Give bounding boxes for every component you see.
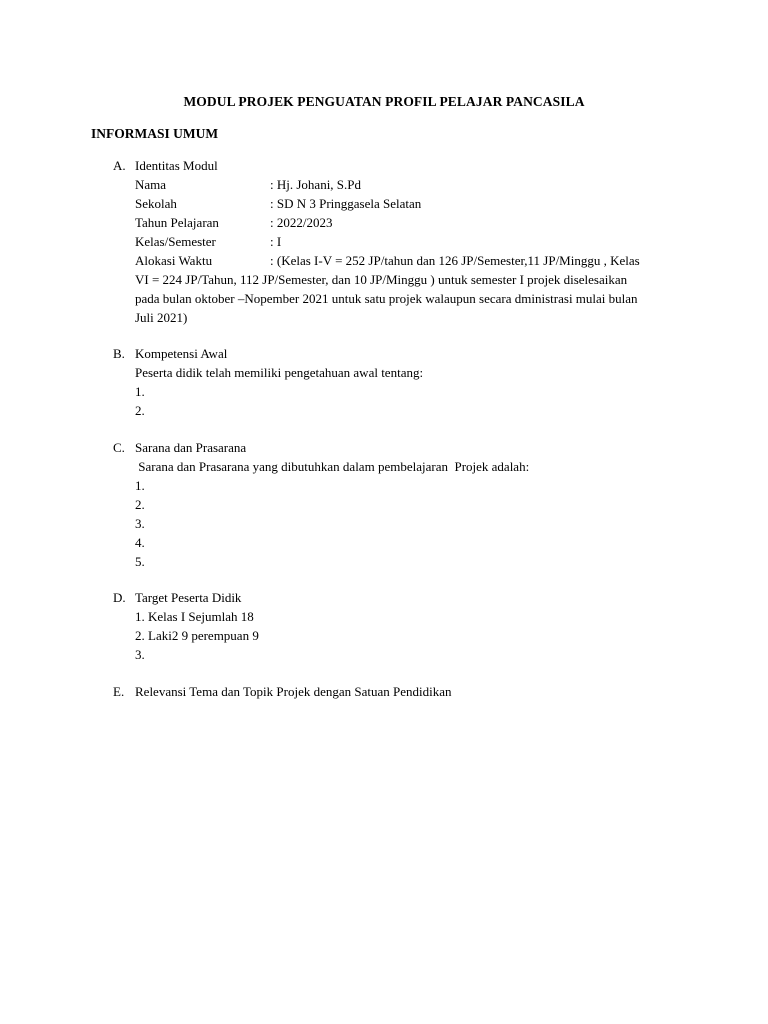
identity-value: : SD N 3 Pringgasela Selatan (270, 196, 422, 211)
list-item: 3. (135, 516, 145, 531)
list-item: 2. (135, 403, 145, 418)
list-item: 1. (135, 384, 145, 399)
list-item: 2. (135, 497, 145, 512)
identity-row-alokasi-waktu (135, 251, 675, 270)
identity-label: Tahun Pelajaran (135, 215, 219, 230)
identity-value: : Hj. Johani, S.Pd (270, 177, 362, 192)
section-a-heading (113, 156, 673, 175)
list-item: 2. Laki2 9 perempuan 9 (135, 628, 259, 643)
list-item: 1. (135, 478, 145, 493)
section-e-letter: E. (113, 684, 125, 699)
section-d-body (135, 607, 675, 664)
identity-row-nama (135, 175, 675, 194)
section-b-letter: B. (113, 346, 125, 361)
document-title: MODUL PROJEK PENGUATAN PROFIL PELAJAR PANCASILA (183, 94, 585, 109)
identity-row-tahun-pelajaran (135, 213, 675, 232)
section-d-letter: D. (113, 590, 126, 605)
alokasi-continuation-line: VI = 224 JP/Tahun, 112 JP/Semester, dan 10 JP/Minggu ) untuk semester I projek diselesaikan (135, 272, 628, 287)
identity-label: Nama (135, 177, 167, 192)
section-c-heading (113, 438, 673, 457)
section-a-letter: A. (113, 158, 126, 173)
section-b-body (135, 363, 675, 420)
list-item: 5. (135, 554, 145, 569)
section-e-heading (113, 682, 673, 701)
list-item: 4. (135, 535, 145, 550)
identity-row-kelas-semester (135, 232, 675, 251)
list-item: 3. (135, 647, 145, 662)
section-heading: INFORMASI UMUM (91, 126, 219, 141)
section-c-letter: C. (113, 440, 125, 455)
section-c-body (135, 457, 675, 571)
identity-label: Sekolah (135, 196, 177, 211)
section-b-intro: Peserta didik telah memiliki pengetahuan awal tentang: (135, 365, 424, 380)
alokasi-continuation-line: Juli 2021) (135, 310, 188, 325)
alokasi-continuation-line: pada bulan oktober –Nopember 2021 untuk satu projek walaupun secara dministrasi mulai bulan (135, 291, 638, 306)
section-c-title: Sarana dan Prasarana (135, 440, 247, 455)
identity-label: Alokasi Waktu (135, 253, 213, 268)
section-b-title: Kompetensi Awal (135, 346, 228, 361)
section-d-title: Target Peserta Didik (135, 590, 242, 605)
section-e-title: Relevansi Tema dan Topik Projek dengan Satuan Pendidikan (135, 684, 452, 699)
identity-value: : I (270, 234, 282, 249)
identity-row-sekolah (135, 194, 675, 213)
identity-value: : 2022/2023 (270, 215, 333, 230)
section-b-heading (113, 344, 673, 363)
section-c-intro: Sarana dan Prasarana yang dibutuhkan dalam pembelajaran Projek adalah: (135, 459, 530, 474)
identity-value: : (Kelas I-V = 252 JP/tahun dan 126 JP/Semester,11 JP/Minggu , Kelas (270, 253, 640, 268)
identity-table (135, 175, 675, 327)
list-item: 1. Kelas I Sejumlah 18 (135, 609, 254, 624)
identity-label: Kelas/Semester (135, 234, 216, 249)
section-a-title: Identitas Modul (135, 158, 218, 173)
section-d-heading (113, 588, 673, 607)
